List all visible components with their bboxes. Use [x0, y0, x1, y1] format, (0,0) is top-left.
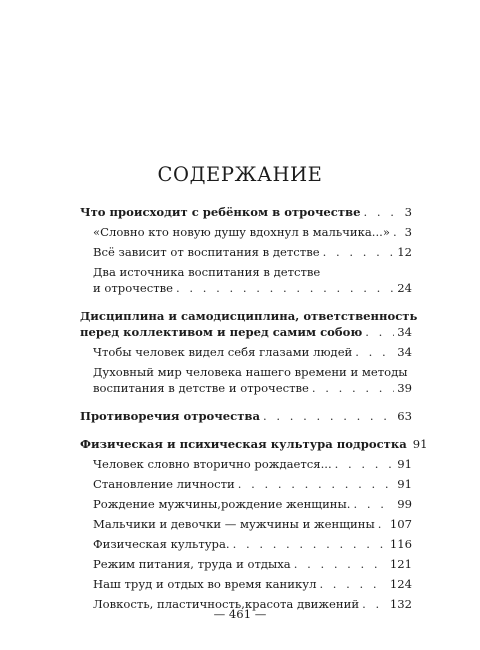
toc-entry-chapter-4	[80, 436, 428, 452]
toc-page-number: 39	[397, 381, 412, 395]
toc-entry-title: Всё зависит от воспитания в детстве	[93, 245, 320, 259]
toc-entry-title: Что происходит с ребёнком в отрочестве	[80, 205, 361, 219]
toc-page-number: 34	[397, 325, 412, 339]
toc-entry-title-continued: и отрочестве	[93, 281, 174, 295]
page-number: — 461 —	[213, 607, 267, 621]
toc-entry-title: Режим питания, труда и отдыха	[93, 557, 291, 571]
toc-entry-section	[93, 364, 412, 396]
toc-entry-chapter-3	[80, 408, 412, 424]
toc-leader-dots	[378, 516, 387, 532]
toc-leader-dots	[353, 496, 394, 512]
toc-entry-section	[93, 456, 412, 472]
toc-entry-chapter-2	[80, 308, 418, 340]
toc-leader-dots	[263, 408, 394, 424]
toc-page-number: 99	[397, 497, 412, 511]
toc-page-number: 91	[397, 457, 412, 471]
toc-entry-title: Два источника воспитания в детстве	[93, 265, 321, 279]
toc-page-number: 121	[389, 557, 412, 571]
toc-entry-title: Духовный мир человека нашего времени и методы	[93, 365, 408, 379]
toc-page-number: 24	[397, 281, 412, 295]
toc-page-number: 124	[389, 577, 412, 591]
toc-leader-dots	[176, 280, 394, 296]
toc-entry-section	[93, 496, 412, 512]
toc-entry-title-continued: перед коллективом и перед самим собою	[80, 325, 363, 339]
toc-page-number: 132	[389, 597, 412, 611]
toc-entry-title: Ловкость, пластичность,красота движений	[93, 597, 360, 611]
toc-entry-title: Рождение мужчины,рождение женщины.	[93, 497, 351, 511]
toc-entry-title: «Словно кто новую душу вдохнул в мальчика...»	[93, 225, 390, 239]
toc-entry-section	[93, 556, 412, 572]
toc-page-number: 116	[389, 537, 412, 551]
toc-entry-title-continued: воспитания в детстве и отрочестве	[93, 381, 309, 395]
toc-entry-section	[93, 536, 412, 552]
toc-entry-section	[93, 344, 412, 360]
toc-entry-section	[93, 576, 412, 592]
toc-page-number: 107	[389, 517, 412, 531]
toc-entry-title: Противоречия отрочества	[80, 409, 260, 423]
toc-page-number: 12	[397, 245, 412, 259]
page-title: СОДЕРЖАНИЕ	[157, 163, 323, 186]
toc-page-number: 3	[404, 225, 412, 239]
toc-entry-chapter-1	[80, 204, 412, 220]
toc-leader-dots	[365, 324, 394, 340]
toc-leader-dots	[335, 456, 395, 472]
toc-leader-dots	[319, 576, 386, 592]
toc-entry-section	[93, 244, 412, 260]
toc-leader-dots	[312, 380, 394, 396]
toc-entry-title: Физическая и психическая культура подростка	[80, 437, 407, 451]
table-of-contents	[80, 204, 428, 612]
toc-entry-section	[93, 224, 412, 240]
toc-page-number: 63	[397, 409, 412, 423]
toc-entry-title: Мальчики и девочки — мужчины и женщины	[93, 517, 375, 531]
toc-entry-section	[93, 516, 412, 532]
toc-leader-dots	[238, 476, 394, 492]
toc-entry-title: Чтобы человек видел себя глазами людей	[93, 345, 353, 359]
toc-leader-dots	[323, 244, 395, 260]
toc-page-number: 3	[404, 205, 412, 219]
toc-entry-title: Становление личности	[93, 477, 235, 491]
toc-entry-title: Человек словно вторично рождается...	[93, 457, 332, 471]
toc-page-number: 91	[412, 437, 428, 451]
toc-leader-dots	[233, 536, 387, 552]
toc-page-number: 91	[397, 477, 412, 491]
toc-page-number: 34	[397, 345, 412, 359]
toc-entry-title: Дисциплина и самодисциплина, ответственность	[80, 309, 418, 323]
toc-entry-section	[93, 476, 412, 492]
toc-entry-title: Наш труд и отдых во время каникул	[93, 577, 317, 591]
toc-leader-dots	[393, 224, 402, 240]
toc-entry-title: Физическая культура.	[93, 537, 230, 551]
toc-leader-dots	[364, 204, 402, 220]
toc-leader-dots	[355, 344, 394, 360]
toc-leader-dots	[294, 556, 387, 572]
toc-entry-section	[93, 264, 412, 296]
